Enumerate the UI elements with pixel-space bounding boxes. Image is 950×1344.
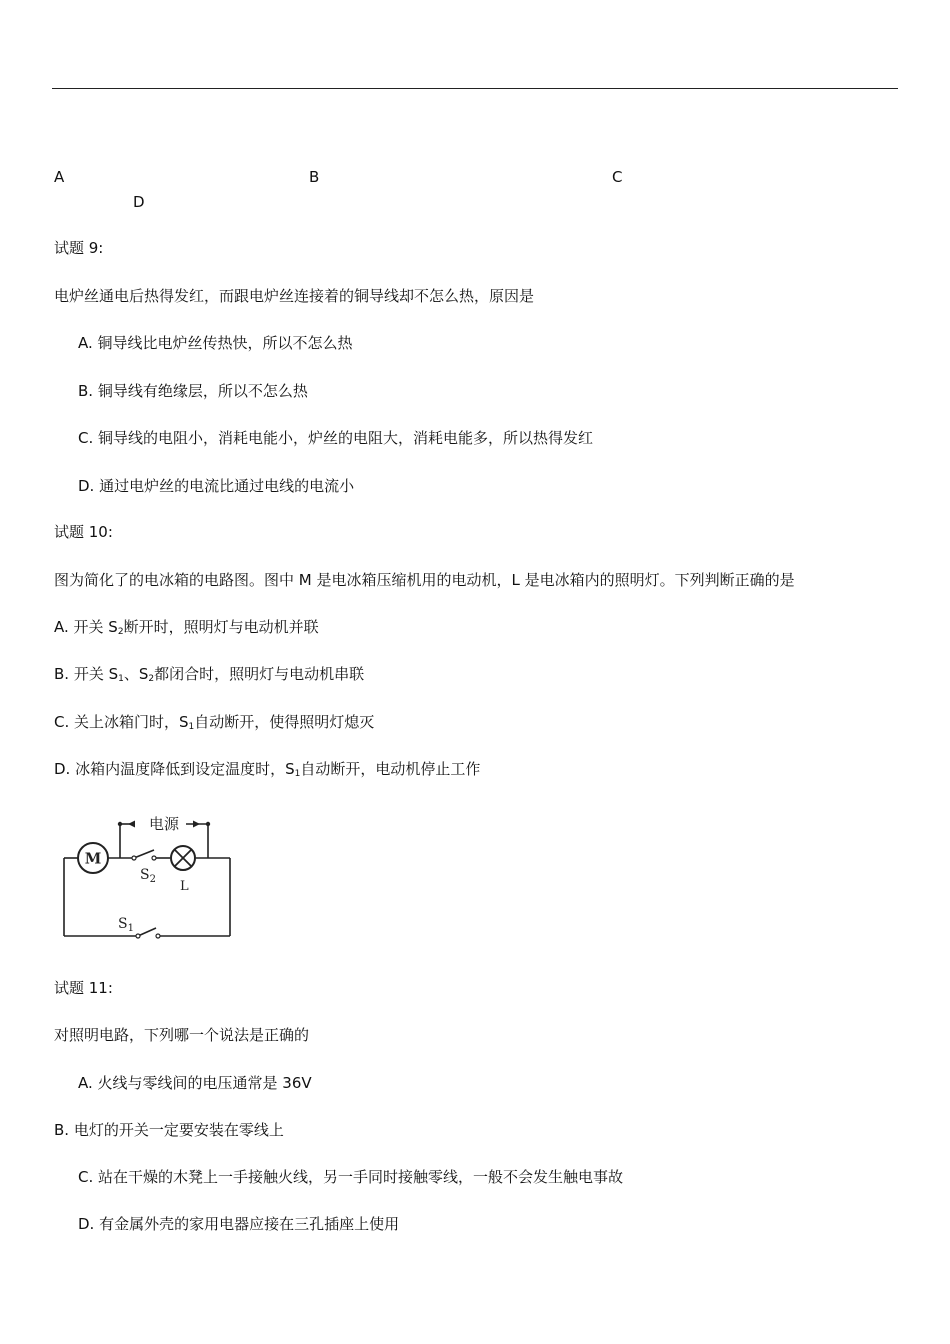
lamp-symbol: [171, 846, 195, 870]
prev-option-c: C: [612, 168, 623, 186]
question-title: 试题 11:: [54, 979, 113, 997]
option-d: D. 冰箱内温度降低到设定温度时，$S_1$自动断开，电动机停止工作: [54, 760, 481, 779]
question-stem: 电炉丝通电后热得发红，而跟电炉丝连接着的铜导线却不怎么热，原因是: [54, 287, 535, 305]
prev-option-a: A: [54, 168, 65, 186]
option-d: D. 有金属外壳的家用电器应接在三孔插座上使用: [78, 1215, 400, 1233]
circuit-diagram: [58, 806, 242, 944]
switch2-label: $S_2$: [140, 867, 156, 885]
header-rule: [52, 88, 898, 89]
question-title: 试题 10:: [54, 523, 113, 541]
motor-label: M: [84, 849, 102, 868]
option-d: D. 通过电炉丝的电流比通过电线的电流小: [78, 477, 355, 495]
question-title: 试题 9:: [54, 239, 104, 257]
prev-option-b: B: [309, 168, 320, 186]
option-a: A. 火线与零线间的电压通常是 36V: [78, 1074, 312, 1092]
option-a: A. 铜导线比电炉丝传热快，所以不怎么热: [78, 334, 353, 352]
option-c: C. 站在干燥的木凳上一手接触火线，另一手同时接触零线，一般不会发生触电事故: [78, 1168, 624, 1186]
lamp-label: L: [180, 879, 189, 894]
motor-symbol: [78, 843, 108, 873]
option-c: C. 关上冰箱门时，$S_1$自动断开，使得照明灯熄灭: [54, 713, 375, 732]
option-a: A. 开关 $S_2$断开时，照明灯与电动机并联: [54, 618, 319, 637]
option-b: B. 开关 $S_1$、$S_2$都闭合时，照明灯与电动机串联: [54, 665, 365, 684]
switch1-label: $S_1$: [118, 916, 134, 934]
prev-option-d: D: [133, 193, 145, 211]
question-stem: 对照明电路，下列哪一个说法是正确的: [54, 1026, 310, 1044]
option-b: B. 电灯的开关一定要安装在零线上: [54, 1121, 284, 1139]
power-label: 电源: [148, 815, 180, 833]
option-c: C. 铜导线的电阻小，消耗电能小，炉丝的电阻大，消耗电能多，所以热得发红: [78, 429, 594, 447]
option-b: B. 铜导线有绝缘层，所以不怎么热: [78, 382, 308, 400]
question-stem: 图为简化了的电冰箱的电路图。图中 M 是电冰箱压缩机用的电动机，L 是电冰箱内的照明灯。下列判断正确的是: [54, 571, 795, 589]
